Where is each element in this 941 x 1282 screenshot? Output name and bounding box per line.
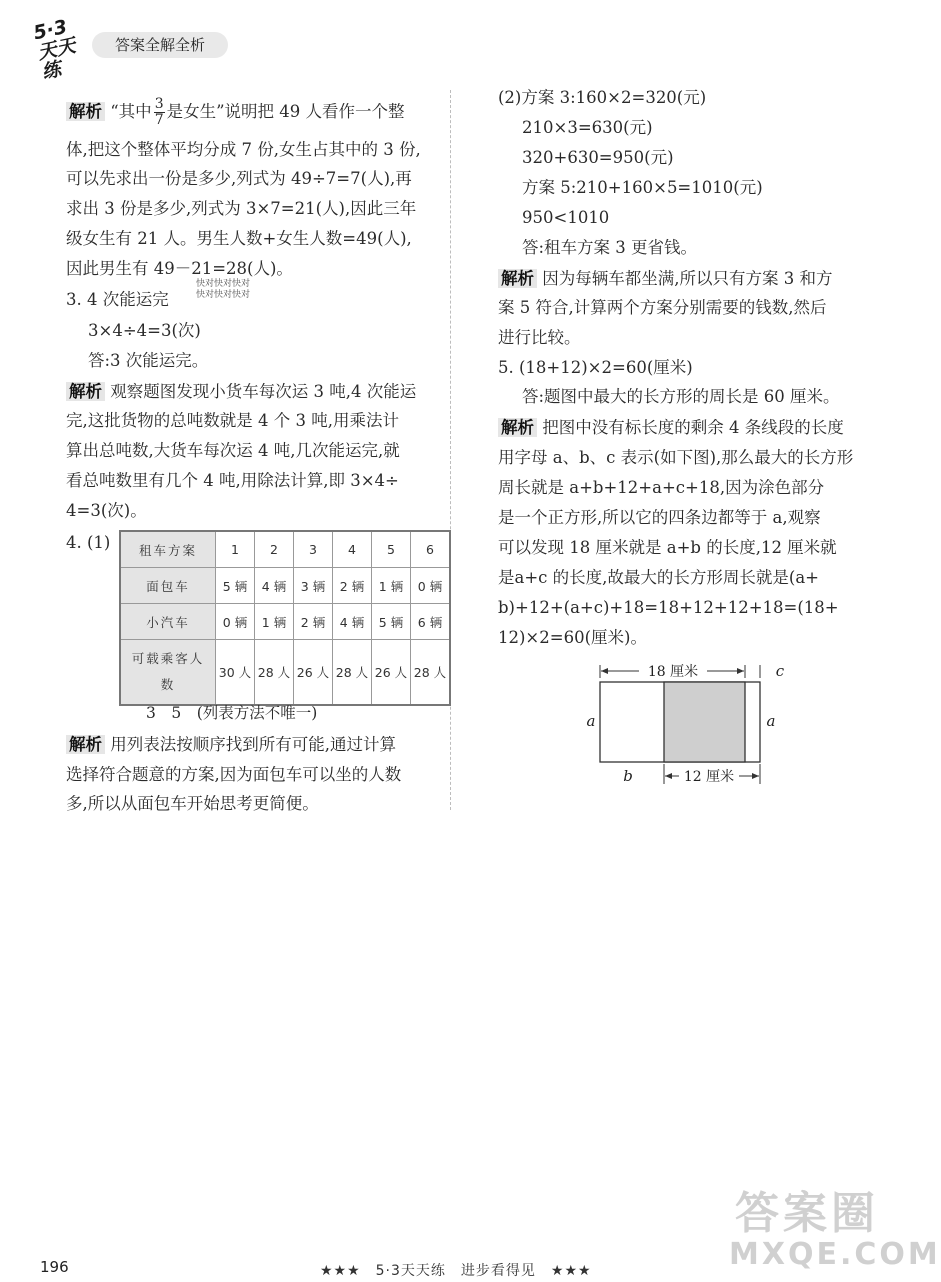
handwritten-note: 快对快对快对 <box>196 279 251 289</box>
text-line: 是a+c 的长度,故最大的长方形周长就是(a+ <box>498 568 819 587</box>
table-cell: 28 人 <box>411 640 451 706</box>
analysis-line: 解析 把图中没有标长度的剩余 4 条线段的长度 <box>498 416 844 440</box>
analysis-label: 解析 <box>66 735 105 754</box>
text-line: 可以发现 18 厘米就是 a+b 的长度,12 厘米就 <box>498 538 837 557</box>
table-cell: 0 辆 <box>216 604 255 640</box>
c-label: c <box>775 662 785 680</box>
table-row <box>120 531 450 568</box>
table-cell: 2 辆 <box>294 604 333 640</box>
shaded-square <box>664 682 745 762</box>
text-line: 算出总吨数,大货车每次运 4 吨,几次能运完,就 <box>66 441 400 460</box>
analysis-label: 解析 <box>498 269 537 288</box>
bottom-dimension-label: 12 厘米 <box>683 769 735 785</box>
text-line: 级女生有 21 人。男生人数+女生人数=49(人), <box>66 229 412 248</box>
table-cell: 0 辆 <box>411 568 451 604</box>
question-5-calc: 5. (18+12)×2=60(厘米) <box>498 358 693 377</box>
text-line: 是一个正方形,所以它的四条边都等于 a,观察 <box>498 508 821 527</box>
rectangle-diagram <box>575 660 795 790</box>
plan-number: 5 <box>372 531 411 568</box>
row-label: 可载乘客人数 <box>120 640 216 706</box>
text-line: 12)×2=60(厘米)。 <box>498 628 647 647</box>
table-cell: 26 人 <box>372 640 411 706</box>
text-line: 320+630=950(元) <box>522 148 674 167</box>
row-label: 小汽车 <box>120 604 216 640</box>
plan-number: 6 <box>411 531 451 568</box>
table-cell: 28 人 <box>255 640 294 706</box>
text-line: 看总吨数里有几个 4 吨,用除法计算,即 3×4÷ <box>66 471 399 490</box>
text-line: 进行比较。 <box>498 328 581 347</box>
analysis-label: 解析 <box>498 418 537 437</box>
a-left-label: a <box>586 712 596 730</box>
analysis-line: 解析 观察题图发现小货车每次运 3 吨,4 次能运 <box>66 380 416 404</box>
table-cell: 6 辆 <box>411 604 451 640</box>
question-3-title: 3. 4 次能运完 <box>66 290 169 309</box>
arrow-left-icon <box>665 773 672 779</box>
rental-plan-table <box>119 530 451 706</box>
analysis-line: 解析 “其中 $\frac{3}{7}$ 是女生”说明把 49 人看作一个整 <box>66 97 405 128</box>
question-3-answer: 答:3 次能运完。 <box>88 351 209 370</box>
question-3-calc: 3×4÷4=3(次) <box>88 321 201 340</box>
text-line: 求出 3 份是多少,列式为 3×7=21(人),因此三年 <box>66 199 417 218</box>
table-cell: 3 辆 <box>294 568 333 604</box>
page-number: 196 <box>40 1258 69 1276</box>
text-line: 因此男生有 49－21=28(人)。 <box>66 259 293 278</box>
plan-number: 1 <box>216 531 255 568</box>
brand-logo: 5·3天天练 <box>31 15 78 84</box>
table-cell: 2 辆 <box>333 568 372 604</box>
text-line: 950<1010 <box>522 208 610 227</box>
table-cell: 5 辆 <box>372 604 411 640</box>
question-4-sub-answer: 3 5 (列表方法不唯一) <box>146 704 318 722</box>
text-line: 体,把这个整体平均分成 7 份,女生占其中的 3 份, <box>66 140 421 159</box>
table-cell: 1 辆 <box>255 604 294 640</box>
text-line: 周长就是 a+b+12+a+c+18,因为涂色部分 <box>498 478 825 497</box>
text-line: 可以先求出一份是多少,列式为 49÷7=7(人),再 <box>66 169 412 188</box>
arrow-left-icon <box>601 668 608 674</box>
watermark-url: MXQE.COM <box>729 1237 941 1272</box>
watermark <box>729 1188 941 1272</box>
analysis-line: 解析 因为每辆车都坐满,所以只有方案 3 和方 <box>498 267 832 291</box>
row-label: 面包车 <box>120 568 216 604</box>
plan-number: 4 <box>333 531 372 568</box>
text-line: 案 5 符合,计算两个方案分别需要的钱数,然后 <box>498 298 827 317</box>
table-cell: 1 辆 <box>372 568 411 604</box>
table-cell: 4 辆 <box>255 568 294 604</box>
text-line: 210×3=630(元) <box>522 118 653 137</box>
top-dimension-label: 18 厘米 <box>647 664 699 680</box>
table-cell: 4 辆 <box>333 604 372 640</box>
table-row <box>120 604 450 640</box>
text-line: 完,这批货物的总吨数就是 4 个 3 吨,用乘法计 <box>66 411 399 430</box>
text-line: 多,所以从面包车开始思考更简便。 <box>66 794 319 813</box>
analysis-label: 解析 <box>66 102 105 121</box>
table-cell: 30 人 <box>216 640 255 706</box>
analysis-label: 解析 <box>66 382 105 401</box>
section-tab: 答案全解全析 <box>92 32 228 58</box>
table-cell: 28 人 <box>333 640 372 706</box>
table-row <box>120 568 450 604</box>
plan-number: 3 <box>294 531 333 568</box>
text-line: 选择符合题意的方案,因为面包车可以坐的人数 <box>66 765 402 784</box>
question-5-answer: 答:题图中最大的长方形的周长是 60 厘米。 <box>522 387 840 406</box>
b-label: b <box>623 767 633 785</box>
text-line: 4=3(次)。 <box>66 501 147 520</box>
question-4-label: 4. (1) <box>66 533 111 552</box>
table-header-cell: 租车方案 <box>120 531 216 568</box>
table-row <box>120 640 450 706</box>
text-line: 方案 5:210+160×5=1010(元) <box>522 178 763 197</box>
table-cell: 5 辆 <box>216 568 255 604</box>
text-line: (2)方案 3:160×2=320(元) <box>498 88 707 107</box>
arrow-right-icon <box>737 668 744 674</box>
text-line: 答:租车方案 3 更省钱。 <box>522 238 698 257</box>
arrow-right-icon <box>752 773 759 779</box>
table-cell: 26 人 <box>294 640 333 706</box>
text-line: b)+12+(a+c)+18=18+12+12+18=(18+ <box>498 598 839 617</box>
watermark-title: 答案圈 <box>735 1188 879 1239</box>
footer-slogan: ★★★ 5·3天天练 进步看得见 ★★★ <box>320 1263 592 1279</box>
analysis-line: 解析 用列表法按顺序找到所有可能,通过计算 <box>66 733 396 757</box>
a-right-label: a <box>766 712 776 730</box>
handwritten-note: 快对快对快对 <box>196 290 251 300</box>
plan-number: 2 <box>255 531 294 568</box>
text-line: 用字母 a、b、c 表示(如下图),那么最大的长方形 <box>498 448 854 467</box>
fraction: $\frac{3}{7}$ <box>154 96 164 128</box>
